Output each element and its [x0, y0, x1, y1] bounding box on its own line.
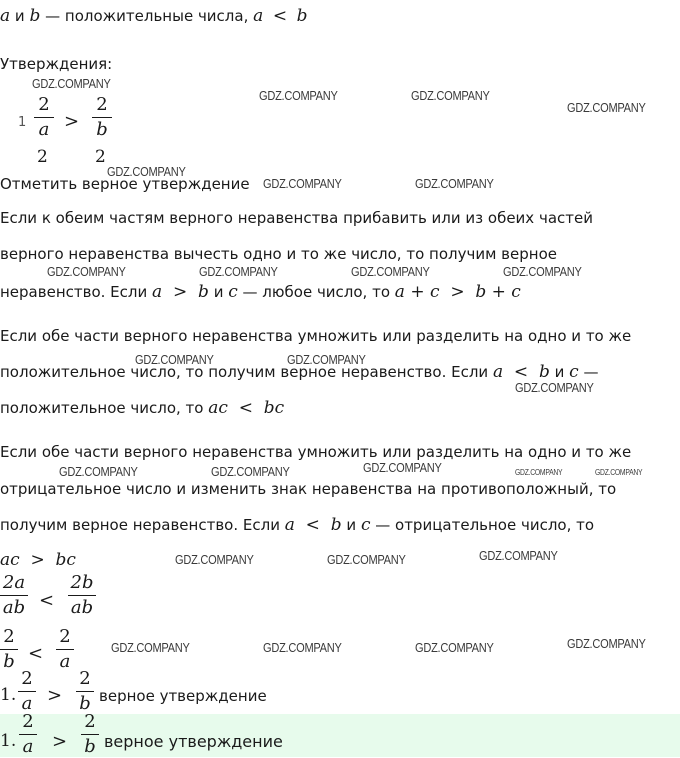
deriv-g1-den: b — [3, 651, 15, 672]
rule-neg-line3 — [0, 515, 594, 535]
rule-neg-line1: Если обе части верного неравенства умножить или разделить на одно и то же — [0, 443, 632, 461]
watermark: GDZ.COMPANY — [111, 640, 190, 655]
rule-pos-var-c: c — [569, 362, 579, 382]
watermark: GDZ.COMPANY — [503, 264, 582, 279]
rule-pos-expr1: a < b — [492, 362, 550, 382]
var-b: b — [29, 6, 41, 26]
rule-add-and: и — [213, 283, 224, 301]
watermark: GDZ.COMPANY — [211, 464, 290, 479]
fraction-bar — [81, 734, 99, 735]
answer-highlight-band[interactable] — [0, 714, 680, 757]
fraction-bar — [68, 595, 96, 596]
rule-add-var-c: c — [228, 282, 238, 302]
var-a: a — [0, 6, 11, 26]
deriv-op2: < — [28, 643, 44, 664]
answer-label: верное утверждение — [99, 687, 267, 705]
watermark: GDZ.COMPANY — [47, 264, 126, 279]
fraction-bar — [76, 691, 94, 692]
answer-left-den: a — [21, 693, 33, 714]
watermark: GDZ.COMPANY — [259, 88, 338, 103]
statement-under-left: 2 — [37, 147, 48, 167]
rule-add-expr1: a > b — [152, 282, 209, 302]
rule-neg-expr2: ac > bc — [0, 550, 76, 570]
statement-index: 1 — [18, 115, 27, 130]
rule-add-line3 — [0, 282, 521, 302]
rule-neg-and: и — [346, 516, 357, 534]
answer-hl-index: 1. — [0, 731, 17, 751]
watermark: GDZ.COMPANY — [567, 100, 646, 115]
answer-index: 1. — [0, 685, 17, 705]
deriv-f1 — [0, 572, 28, 619]
rule-pos-line2-start: положительное число, то получим верное неравенство. Если — [0, 363, 489, 381]
statement-under-right: 2 — [95, 147, 106, 167]
deriv-g1 — [0, 626, 18, 672]
answer-right-num: 2 — [79, 668, 91, 689]
and-word: и — [14, 7, 25, 25]
answer-hl-left-fraction — [19, 711, 37, 757]
watermark: GDZ.COMPANY — [363, 460, 442, 475]
deriv-f1-den: ab — [2, 597, 26, 618]
statement-right-numerator: 2 — [96, 94, 108, 115]
deriv-g2-den: a — [59, 651, 71, 672]
answer-hl-right-num: 2 — [84, 711, 96, 732]
watermark: GDZ.COMPANY — [107, 164, 186, 179]
deriv-g2-num: 2 — [59, 626, 71, 647]
watermark: GDZ.COMPANY — [567, 636, 646, 651]
rule-neg-mid: — отрицательное число, то — [375, 516, 595, 534]
rule-add-expr2: a + c > b + c — [394, 282, 521, 302]
rule-add-line2: верного неравенства вычесть одно и то же число, то получим верное — [0, 245, 557, 263]
deriv-f1-num: 2a — [2, 572, 26, 593]
answer-right-fraction — [76, 668, 94, 712]
rule-neg-line3-start: получим верное неравенство. Если — [0, 516, 280, 534]
statement-left-fraction — [34, 94, 54, 141]
cond-b: b — [296, 6, 308, 26]
rule-neg-line2: отрицательное число и изменить знак неравенства на противоположный, то — [0, 480, 617, 498]
answer-right-den: b — [79, 693, 91, 714]
watermark: GDZ.COMPANY — [199, 264, 278, 279]
rule-pos-line1: Если обе части верного неравенства умножить или разделить на одно и то же — [0, 327, 632, 345]
answer-op: > — [47, 685, 63, 706]
watermark: GDZ.COMPANY — [327, 552, 406, 567]
deriv-g1-num: 2 — [3, 626, 15, 647]
rule-pos-dash: — — [583, 363, 599, 381]
watermark: GDZ.COMPANY — [415, 640, 494, 655]
rule-pos-expr2: ac < bc — [208, 398, 285, 418]
watermark: GDZ.COMPANY — [135, 352, 214, 367]
rule-add-line1: Если к обеим частям верного неравенства прибавить или из обеих частей — [0, 209, 593, 227]
cond-a: a — [253, 6, 264, 26]
statement-left-denominator: a — [38, 119, 50, 140]
fraction-bar — [56, 649, 74, 650]
watermark: GDZ.COMPANY — [263, 176, 342, 191]
deriv-f2-den: ab — [70, 597, 94, 618]
deriv-f2-num: 2b — [70, 572, 94, 593]
answer-left-fraction — [18, 668, 36, 712]
watermark: GDZ.COMPANY — [32, 76, 111, 91]
statements-title: Утверждения: — [0, 55, 113, 73]
watermark: GDZ.COMPANY — [479, 548, 558, 563]
answer-hl-right-fraction — [81, 711, 99, 757]
rule-pos-line3 — [0, 398, 284, 418]
watermark: GDZ.COMPANY — [59, 464, 138, 479]
rule-add-mid: — любое число, то — [242, 283, 391, 301]
answer-hl-right-den: b — [84, 736, 96, 757]
answer-hl-op: > — [52, 731, 68, 752]
statement-right-denominator: b — [96, 119, 108, 140]
rule-neg-var-c: c — [360, 515, 371, 535]
rule-pos-line3-start: положительное число, то — [0, 399, 204, 417]
rule-pos-and: и — [554, 363, 565, 381]
statement-operator: > — [64, 111, 80, 132]
watermark: GDZ.COMPANY — [411, 88, 490, 103]
deriv-op1: < — [39, 590, 55, 611]
task-text: Отметить верное утверждение — [0, 175, 250, 193]
statement-right-fraction — [92, 94, 112, 141]
watermark: GDZ.COMPANY — [515, 468, 563, 477]
deriv-g2 — [56, 626, 74, 672]
watermark: GDZ.COMPANY — [263, 640, 342, 655]
watermark: GDZ.COMPANY — [351, 264, 430, 279]
cond-lt: < — [272, 6, 288, 26]
answer-hl-left-den: a — [22, 736, 34, 757]
watermark: GDZ.COMPANY — [595, 468, 643, 477]
watermark: GDZ.COMPANY — [287, 352, 366, 367]
fraction-bar — [18, 691, 36, 692]
answer-hl-left-num: 2 — [22, 711, 34, 732]
watermark: GDZ.COMPANY — [515, 380, 594, 395]
fraction-bar — [0, 649, 18, 650]
fraction-bar — [92, 117, 112, 118]
watermark: GDZ.COMPANY — [175, 552, 254, 567]
answer-hl-label: верное утверждение — [104, 732, 283, 751]
fraction-bar — [0, 595, 28, 596]
statement-left-numerator: 2 — [38, 94, 50, 115]
deriv-f2 — [68, 572, 96, 619]
rule-add-line3-start: неравенство. Если — [0, 283, 148, 301]
intro-line — [0, 6, 308, 26]
watermark: GDZ.COMPANY — [415, 176, 494, 191]
intro-phrase: — положительные числа, — [45, 7, 249, 25]
rule-neg-expr1: a < b — [284, 515, 342, 535]
fraction-bar — [19, 734, 37, 735]
answer-left-num: 2 — [21, 668, 33, 689]
fraction-bar — [34, 117, 54, 118]
